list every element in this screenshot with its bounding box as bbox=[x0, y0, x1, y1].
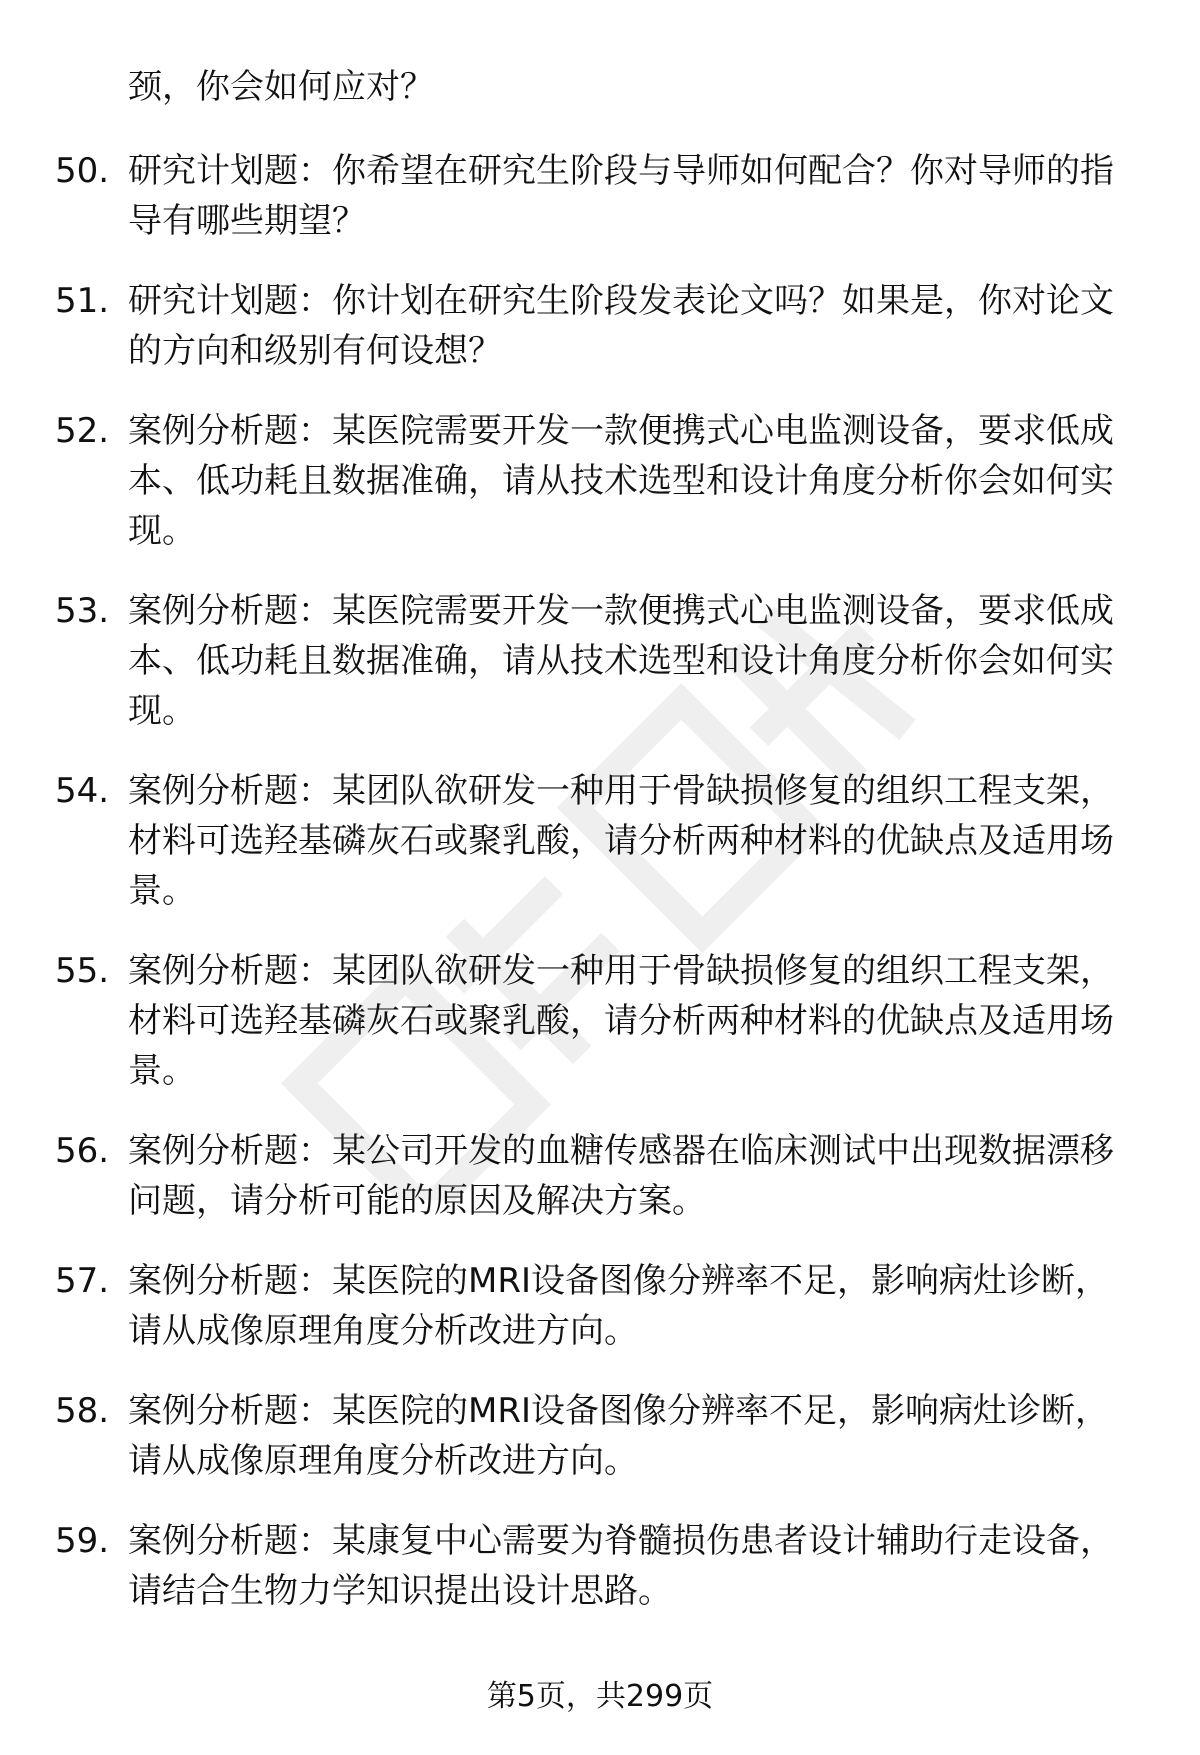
question-text: 研究计划题：你希望在研究生阶段与导师如何配合？你对导师的指导有哪些期望？ bbox=[128, 151, 1114, 241]
question-number: 51. bbox=[55, 281, 110, 321]
question-item bbox=[0, 766, 1200, 916]
question-number: 57. bbox=[55, 1261, 110, 1301]
page-footer: 第5页，共299页 bbox=[486, 1679, 714, 1714]
question-text: 案例分析题：某医院的MRI设备图像分辨率不足，影响病灶诊断，请从成像原理角度分析改进方向。 bbox=[128, 1391, 1109, 1481]
question-number: 53. bbox=[55, 591, 110, 631]
question-text: 案例分析题：某医院需要开发一款便携式心电监测设备，要求低成本、低功耗且数据准确，请从技术选型和设计角度分析你会如何实现。 bbox=[128, 411, 1114, 551]
question-item bbox=[0, 276, 1200, 376]
question-text: 案例分析题：某医院的MRI设备图像分辨率不足，影响病灶诊断，请从成像原理角度分析改进方向。 bbox=[128, 1261, 1109, 1351]
question-number: 52. bbox=[55, 411, 110, 451]
question-item bbox=[0, 146, 1200, 246]
question-item bbox=[0, 406, 1200, 556]
continuation-text: 颈，你会如何应对？ bbox=[128, 67, 434, 107]
question-item bbox=[0, 1386, 1200, 1486]
question-text: 案例分析题：某团队欲研发一种用于骨缺损修复的组织工程支架，材料可选羟基磷灰石或聚乳酸，请分析两种材料的优缺点及适用场景。 bbox=[128, 771, 1114, 911]
question-number: 58. bbox=[55, 1391, 110, 1431]
question-item bbox=[0, 1256, 1200, 1356]
question-number: 59. bbox=[55, 1521, 110, 1561]
question-text: 案例分析题：某公司开发的血糖传感器在临床测试中出现数据漂移问题，请分析可能的原因及解决方案。 bbox=[128, 1131, 1114, 1221]
question-text: 案例分析题：某医院需要开发一款便携式心电监测设备，要求低成本、低功耗且数据准确，请从技术选型和设计角度分析你会如何实现。 bbox=[128, 591, 1114, 731]
question-number: 56. bbox=[55, 1131, 110, 1171]
question-item bbox=[0, 1516, 1200, 1616]
question-item bbox=[0, 586, 1200, 736]
question-item bbox=[0, 946, 1200, 1096]
question-list bbox=[0, 146, 1200, 1646]
question-text: 案例分析题：某康复中心需要为脊髓损伤患者设计辅助行走设备，请结合生物力学知识提出设计思路。 bbox=[128, 1521, 1114, 1611]
question-text: 研究计划题：你计划在研究生阶段发表论文吗？如果是，你对论文的方向和级别有何设想？ bbox=[128, 281, 1114, 371]
question-number: 54. bbox=[55, 771, 110, 811]
question-number: 50. bbox=[55, 151, 110, 191]
question-text: 案例分析题：某团队欲研发一种用于骨缺损修复的组织工程支架，材料可选羟基磷灰石或聚乳酸，请分析两种材料的优缺点及适用场景。 bbox=[128, 951, 1114, 1091]
question-number: 55. bbox=[55, 951, 110, 991]
question-item bbox=[0, 1126, 1200, 1226]
